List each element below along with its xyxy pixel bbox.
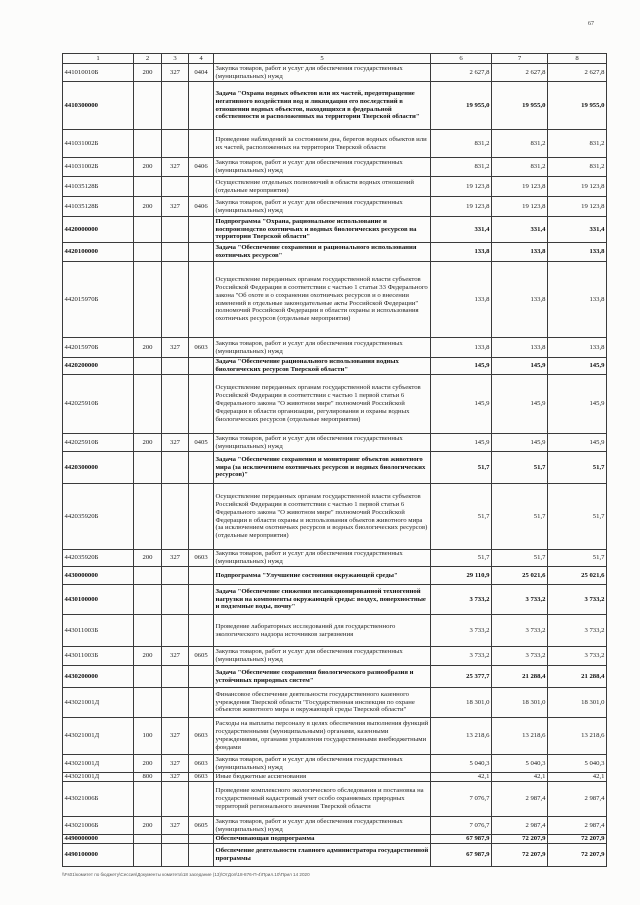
amount-col6-cell: 67 987,9 [431, 835, 492, 844]
section-code-cell: 0603 [189, 773, 214, 782]
agency-code-cell: 327 [162, 817, 189, 835]
table-row [63, 567, 607, 585]
agency-code-cell [162, 243, 189, 262]
target-item-code-cell: 442025910Б [63, 375, 134, 434]
agency-code-cell [162, 375, 189, 434]
section-code-cell: 0603 [189, 718, 214, 755]
amount-col7-cell: 5 040,3 [492, 755, 548, 773]
expense-type-cell [134, 130, 162, 158]
amount-col6-cell: 3 733,2 [431, 585, 492, 615]
target-item-code-cell: 441035128Б [63, 177, 134, 197]
amount-col8-cell: 42,1 [548, 773, 607, 782]
table-row [63, 755, 607, 773]
expense-type-cell [134, 615, 162, 647]
description-cell: Закупка товаров, работ и услуг для обеспечения государственных (муниципальных) нужд [214, 755, 431, 773]
expense-type-cell [134, 82, 162, 130]
section-code-cell: 0406 [189, 197, 214, 217]
expense-type-cell: 200 [134, 550, 162, 567]
table-row [63, 718, 607, 755]
expense-type-cell [134, 177, 162, 197]
expense-type-cell: 200 [134, 755, 162, 773]
table-header-row [63, 54, 607, 64]
table-row [63, 177, 607, 197]
expense-type-cell: 200 [134, 434, 162, 452]
amount-col7-cell: 13 218,6 [492, 718, 548, 755]
amount-col8-cell: 145,9 [548, 434, 607, 452]
amount-col7-cell: 831,2 [492, 130, 548, 158]
amount-col6-cell: 133,8 [431, 243, 492, 262]
amount-col8-cell: 133,8 [548, 243, 607, 262]
section-code-cell: 0406 [189, 158, 214, 177]
section-code-cell: 0603 [189, 338, 214, 358]
description-cell: Осуществление переданных органам государственной власти субъектов Российской Федерации в соответствии с частью 1 статьи 33 Федерального закона "Об охоте и о сохранении охотничьих ресурсов и о внесении изменений в отдельные законодательные акты Российской Федерации" полномочий Российской Федерации в области охраны и использования охотничьих ресурсов (отдельные мероприятия) [214, 262, 431, 338]
target-item-code-cell: 442025910Б [63, 434, 134, 452]
description-cell: Задача "Охрана водных объектов или их частей, предотвращение негативного воздействия вод и ликвидация его последствий в отношении водных объектов, находящихся в федеральной собственности и расположенных на территории Тверской области" [214, 82, 431, 130]
table-row [63, 585, 607, 615]
amount-col8-cell: 2 627,8 [548, 64, 607, 82]
amount-col7-cell: 51,7 [492, 452, 548, 484]
amount-col8-cell: 51,7 [548, 452, 607, 484]
amount-col8-cell: 19 955,0 [548, 82, 607, 130]
agency-code-cell [162, 82, 189, 130]
expense-type-cell [134, 666, 162, 688]
amount-col6-cell: 2 627,8 [431, 64, 492, 82]
agency-code-cell [162, 177, 189, 197]
description-cell: Осуществление отдельных полномочий в области водных отношений (отдельные мероприятия) [214, 177, 431, 197]
amount-col7-cell: 2 987,4 [492, 782, 548, 817]
section-code-cell: 0605 [189, 817, 214, 835]
amount-col7-cell: 19 123,8 [492, 177, 548, 197]
expense-type-cell: 200 [134, 158, 162, 177]
description-cell: Закупка товаров, работ и услуг для обеспечения государственных (муниципальных) нужд [214, 434, 431, 452]
description-cell: Закупка товаров, работ и услуг для обеспечения государственных (муниципальных) нужд [214, 158, 431, 177]
amount-col7-cell: 3 733,2 [492, 585, 548, 615]
amount-col7-cell: 19 955,0 [492, 82, 548, 130]
column-number-7: 7 [492, 54, 548, 64]
target-item-code-cell: 443021006Б [63, 817, 134, 835]
target-item-code-cell: 441035128Б [63, 197, 134, 217]
amount-col6-cell: 831,2 [431, 130, 492, 158]
target-item-code-cell: 4490100000 [63, 843, 134, 866]
column-number-6: 6 [431, 54, 492, 64]
target-item-code-cell: 4490000000 [63, 835, 134, 844]
agency-code-cell [162, 615, 189, 647]
description-cell: Иные бюджетные ассигнования [214, 773, 431, 782]
section-code-cell [189, 243, 214, 262]
description-cell: Проведение комплексного экологического обследования и постановка на государственный кадастровый учет особо охраняемых природных территорий регионального значения Тверской области [214, 782, 431, 817]
amount-col7-cell: 72 207,9 [492, 843, 548, 866]
description-cell: Подпрограмма "Улучшение состояния окружающей среды" [214, 567, 431, 585]
agency-code-cell: 327 [162, 197, 189, 217]
table-row [63, 835, 607, 844]
amount-col6-cell: 19 955,0 [431, 82, 492, 130]
expense-type-cell [134, 358, 162, 375]
section-code-cell [189, 262, 214, 338]
budget-table [62, 53, 607, 867]
amount-col8-cell: 831,2 [548, 158, 607, 177]
table-row [63, 782, 607, 817]
target-item-code-cell: 4420200000 [63, 358, 134, 375]
expense-type-cell [134, 262, 162, 338]
amount-col8-cell: 18 301,0 [548, 688, 607, 718]
agency-code-cell [162, 782, 189, 817]
table-row [63, 243, 607, 262]
section-code-cell [189, 615, 214, 647]
amount-col8-cell: 19 123,8 [548, 177, 607, 197]
table-row [63, 434, 607, 452]
description-cell: Задача "Обеспечение сохранения и рационального использования охотничьих ресурсов" [214, 243, 431, 262]
agency-code-cell [162, 452, 189, 484]
amount-col8-cell: 831,2 [548, 130, 607, 158]
file-path-footer: \\Fs01\комитет по бюджету\Сессия\Документы комитета\18 заседание (13)\ОтДоп\18-876-П-4\Прил.10\Прил 14 2020 [62, 872, 310, 877]
table-row [63, 82, 607, 130]
section-code-cell [189, 130, 214, 158]
agency-code-cell [162, 358, 189, 375]
amount-col6-cell: 25 377,7 [431, 666, 492, 688]
section-code-cell [189, 177, 214, 197]
section-code-cell [189, 375, 214, 434]
amount-col7-cell: 3 733,2 [492, 647, 548, 666]
expense-type-cell [134, 567, 162, 585]
target-item-code-cell: 443021001Д [63, 755, 134, 773]
expense-type-cell [134, 585, 162, 615]
table-row [63, 64, 607, 82]
amount-col8-cell: 51,7 [548, 550, 607, 567]
description-cell: Задача "Обеспечение снижения несанкционированной техногенной нагрузки на компоненты окружающей среды: воздух, поверхностные и подземные воды, почву" [214, 585, 431, 615]
amount-col7-cell: 25 021,6 [492, 567, 548, 585]
target-item-code-cell: 443021001Д [63, 773, 134, 782]
description-cell: Финансовое обеспечение деятельности государственного казенного учреждения Тверской области "Государственная инспекция по охране объектов животного мира и окружающей среды Тверской области" [214, 688, 431, 718]
expense-type-cell [134, 835, 162, 844]
target-item-code-cell: 443011003Б [63, 647, 134, 666]
amount-col6-cell: 19 123,8 [431, 177, 492, 197]
table-row [63, 484, 607, 550]
amount-col6-cell: 3 733,2 [431, 647, 492, 666]
target-item-code-cell: 442035920Б [63, 484, 134, 550]
amount-col8-cell: 72 207,9 [548, 835, 607, 844]
expense-type-cell: 200 [134, 64, 162, 82]
agency-code-cell: 327 [162, 755, 189, 773]
description-cell: Расходы на выплаты персоналу в целях обеспечения выполнения функций государственными (муниципальными) органами, казенными учреждениями, органами управления государственными внебюджетными фондами [214, 718, 431, 755]
amount-col6-cell: 7 076,7 [431, 817, 492, 835]
amount-col6-cell: 145,9 [431, 375, 492, 434]
section-code-cell: 0404 [189, 64, 214, 82]
description-cell: Задача "Обеспечение рационального использования водных биологических ресурсов Тверской области" [214, 358, 431, 375]
agency-code-cell [162, 585, 189, 615]
expense-type-cell [134, 217, 162, 243]
amount-col8-cell: 2 987,4 [548, 817, 607, 835]
agency-code-cell [162, 835, 189, 844]
section-code-cell: 0603 [189, 755, 214, 773]
section-code-cell [189, 782, 214, 817]
description-cell: Подпрограмма "Охрана, рациональное использование и воспроизводство охотничьих и водных биологических ресурсов на территории Тверской области" [214, 217, 431, 243]
description-cell: Осуществление переданных органам государственной власти субъектов Российской Федерации в соответствии с частью 1 первой статьи 6 Федерального закона "О животном мире" полномочий Российской Федерации в области охраны и использования объектов животного мира (за исключением охотничьих ресурсов и водных биологических ресурсов) (отдельные мероприятия) [214, 484, 431, 550]
agency-code-cell: 327 [162, 158, 189, 177]
budget-table-body [63, 64, 607, 867]
target-item-code-cell: 441031002Б [63, 130, 134, 158]
column-number-1: 1 [63, 54, 134, 64]
agency-code-cell: 327 [162, 550, 189, 567]
amount-col8-cell: 13 218,6 [548, 718, 607, 755]
table-row [63, 375, 607, 434]
agency-code-cell: 327 [162, 64, 189, 82]
amount-col7-cell: 145,9 [492, 358, 548, 375]
target-item-code-cell: 4420300000 [63, 452, 134, 484]
target-item-code-cell: 443021001Д [63, 688, 134, 718]
amount-col6-cell: 133,8 [431, 338, 492, 358]
agency-code-cell: 327 [162, 338, 189, 358]
amount-col7-cell: 51,7 [492, 484, 548, 550]
description-cell: Задача "Обеспечение сохранения биологического разнообразия и устойчивых природных систем" [214, 666, 431, 688]
amount-col7-cell: 19 123,8 [492, 197, 548, 217]
amount-col7-cell: 133,8 [492, 262, 548, 338]
amount-col8-cell: 51,7 [548, 484, 607, 550]
amount-col7-cell: 145,9 [492, 434, 548, 452]
amount-col8-cell: 72 207,9 [548, 843, 607, 866]
agency-code-cell: 327 [162, 434, 189, 452]
table-row [63, 647, 607, 666]
amount-col7-cell: 831,2 [492, 158, 548, 177]
description-cell: Закупка товаров, работ и услуг для обеспечения государственных (муниципальных) нужд [214, 817, 431, 835]
description-cell: Закупка товаров, работ и услуг для обеспечения государственных (муниципальных) нужд [214, 64, 431, 82]
description-cell: Обеспечение деятельности главного администратора государственной программы [214, 843, 431, 866]
amount-col7-cell: 331,4 [492, 217, 548, 243]
expense-type-cell: 200 [134, 338, 162, 358]
target-item-code-cell: 441010010Б [63, 64, 134, 82]
amount-col6-cell: 51,7 [431, 452, 492, 484]
expense-type-cell [134, 243, 162, 262]
table-row [63, 358, 607, 375]
table-row [63, 817, 607, 835]
amount-col7-cell: 145,9 [492, 375, 548, 434]
section-code-cell [189, 567, 214, 585]
agency-code-cell: 327 [162, 773, 189, 782]
table-row [63, 262, 607, 338]
section-code-cell [189, 82, 214, 130]
amount-col7-cell: 133,8 [492, 338, 548, 358]
amount-col6-cell: 42,1 [431, 773, 492, 782]
expense-type-cell [134, 484, 162, 550]
table-row [63, 773, 607, 782]
description-cell: Проведение наблюдений за состоянием дна, берегов водных объектов или их частей, расположенных на территории Тверской области [214, 130, 431, 158]
target-item-code-cell: 4410300000 [63, 82, 134, 130]
amount-col7-cell: 72 207,9 [492, 835, 548, 844]
target-item-code-cell: 4420100000 [63, 243, 134, 262]
amount-col8-cell: 3 733,2 [548, 585, 607, 615]
amount-col6-cell: 29 110,9 [431, 567, 492, 585]
section-code-cell [189, 843, 214, 866]
amount-col7-cell: 2 627,8 [492, 64, 548, 82]
section-code-cell [189, 585, 214, 615]
section-code-cell: 0603 [189, 550, 214, 567]
amount-col6-cell: 51,7 [431, 484, 492, 550]
amount-col8-cell: 2 987,4 [548, 782, 607, 817]
column-number-2: 2 [134, 54, 162, 64]
amount-col8-cell: 145,9 [548, 358, 607, 375]
target-item-code-cell: 442035920Б [63, 550, 134, 567]
amount-col6-cell: 19 123,8 [431, 197, 492, 217]
amount-col8-cell: 133,8 [548, 338, 607, 358]
amount-col6-cell: 831,2 [431, 158, 492, 177]
section-code-cell [189, 688, 214, 718]
column-number-5: 5 [214, 54, 431, 64]
agency-code-cell [162, 262, 189, 338]
description-cell: Закупка товаров, работ и услуг для обеспечения государственных (муниципальных) нужд [214, 647, 431, 666]
target-item-code-cell: 441031002Б [63, 158, 134, 177]
expense-type-cell [134, 452, 162, 484]
amount-col7-cell: 42,1 [492, 773, 548, 782]
column-number-4: 4 [189, 54, 214, 64]
target-item-code-cell: 4430200000 [63, 666, 134, 688]
amount-col8-cell: 19 123,8 [548, 197, 607, 217]
column-number-8: 8 [548, 54, 607, 64]
amount-col7-cell: 133,8 [492, 243, 548, 262]
agency-code-cell [162, 484, 189, 550]
table-row [63, 666, 607, 688]
expense-type-cell [134, 843, 162, 866]
table-row [63, 550, 607, 567]
section-code-cell [189, 484, 214, 550]
description-cell: Осуществление переданных органам государственной власти субъектов Российской Федерации в соответствии с частью 1 первой статьи 6 Федерального закона "О животном мире" полномочий Российской Федерации в области организации, регулирования и охраны водных биологических ресурсов (отдельные мероприятия) [214, 375, 431, 434]
column-number-3: 3 [162, 54, 189, 64]
description-cell: Закупка товаров, работ и услуг для обеспечения государственных (муниципальных) нужд [214, 197, 431, 217]
amount-col8-cell: 25 021,6 [548, 567, 607, 585]
amount-col7-cell: 3 733,2 [492, 615, 548, 647]
amount-col8-cell: 21 288,4 [548, 666, 607, 688]
amount-col6-cell: 145,9 [431, 358, 492, 375]
description-cell: Задача "Обеспечение сохранения и мониторинг объектов животного мира (за исключением охотничьих ресурсов и водных биологических ресурсов)" [214, 452, 431, 484]
agency-code-cell: 327 [162, 718, 189, 755]
expense-type-cell: 800 [134, 773, 162, 782]
table-row [63, 338, 607, 358]
expense-type-cell [134, 375, 162, 434]
target-item-code-cell: 443011003Б [63, 615, 134, 647]
amount-col6-cell: 5 040,3 [431, 755, 492, 773]
table-row [63, 130, 607, 158]
amount-col6-cell: 133,8 [431, 262, 492, 338]
amount-col7-cell: 2 987,4 [492, 817, 548, 835]
expense-type-cell: 200 [134, 817, 162, 835]
section-code-cell [189, 835, 214, 844]
target-item-code-cell: 4420000000 [63, 217, 134, 243]
section-code-cell: 0605 [189, 647, 214, 666]
agency-code-cell [162, 843, 189, 866]
section-code-cell [189, 217, 214, 243]
section-code-cell: 0405 [189, 434, 214, 452]
amount-col6-cell: 51,7 [431, 550, 492, 567]
amount-col7-cell: 18 301,0 [492, 688, 548, 718]
agency-code-cell [162, 217, 189, 243]
table-row [63, 158, 607, 177]
target-item-code-cell: 4430000000 [63, 567, 134, 585]
amount-col6-cell: 7 076,7 [431, 782, 492, 817]
page-number: 67 [588, 21, 594, 27]
agency-code-cell [162, 130, 189, 158]
table-row [63, 452, 607, 484]
table-row [63, 843, 607, 866]
expense-type-cell: 100 [134, 718, 162, 755]
agency-code-cell [162, 567, 189, 585]
expense-type-cell: 200 [134, 197, 162, 217]
amount-col6-cell: 18 301,0 [431, 688, 492, 718]
table-row [63, 688, 607, 718]
amount-col8-cell: 3 733,2 [548, 615, 607, 647]
amount-col8-cell: 331,4 [548, 217, 607, 243]
agency-code-cell [162, 688, 189, 718]
agency-code-cell: 327 [162, 647, 189, 666]
amount-col8-cell: 145,9 [548, 375, 607, 434]
table-row [63, 615, 607, 647]
amount-col6-cell: 145,9 [431, 434, 492, 452]
section-code-cell [189, 358, 214, 375]
amount-col6-cell: 3 733,2 [431, 615, 492, 647]
expense-type-cell [134, 688, 162, 718]
target-item-code-cell: 442015970Б [63, 262, 134, 338]
amount-col7-cell: 51,7 [492, 550, 548, 567]
description-cell: Закупка товаров, работ и услуг для обеспечения государственных (муниципальных) нужд [214, 550, 431, 567]
description-cell: Закупка товаров, работ и услуг для обеспечения государственных (муниципальных) нужд [214, 338, 431, 358]
amount-col6-cell: 13 218,6 [431, 718, 492, 755]
target-item-code-cell: 443021006Б [63, 782, 134, 817]
target-item-code-cell: 4430100000 [63, 585, 134, 615]
amount-col8-cell: 133,8 [548, 262, 607, 338]
amount-col7-cell: 21 288,4 [492, 666, 548, 688]
expense-type-cell [134, 782, 162, 817]
expense-type-cell: 200 [134, 647, 162, 666]
amount-col8-cell: 5 040,3 [548, 755, 607, 773]
amount-col6-cell: 331,4 [431, 217, 492, 243]
target-item-code-cell: 442015970Б [63, 338, 134, 358]
target-item-code-cell: 443021001Д [63, 718, 134, 755]
amount-col6-cell: 67 987,9 [431, 843, 492, 866]
section-code-cell [189, 666, 214, 688]
agency-code-cell [162, 666, 189, 688]
section-code-cell [189, 452, 214, 484]
amount-col8-cell: 3 733,2 [548, 647, 607, 666]
description-cell: Проведение лабораторных исследований для государственного экологического надзора источников загрязнения [214, 615, 431, 647]
table-row [63, 217, 607, 243]
table-row [63, 197, 607, 217]
description-cell: Обеспечивающая подпрограмма [214, 835, 431, 844]
